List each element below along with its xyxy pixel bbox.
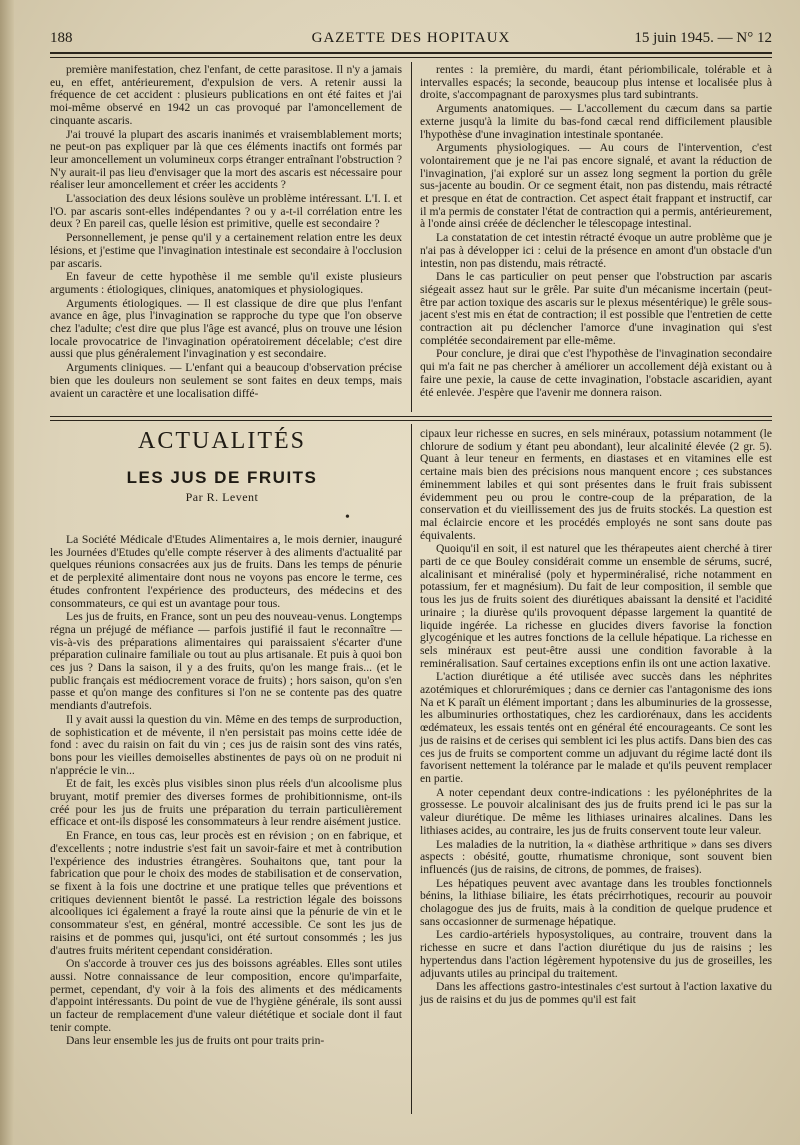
section-title: ACTUALITÉS <box>138 428 306 454</box>
paragraph: Les hépatiques peuvent avec avantage dans les troubles fonctionnels bénins, la lithiase biliaire, les états précirrhotiques, recourir au pouvoir cholagogue des jus de fruits, mais à la condition de quelque prudence et sans occasionner de surmenage hépatique. <box>420 876 772 928</box>
page-header <box>50 28 772 54</box>
paragraph: On s'accorde à trouver ces jus des boissons agréables. Elles sont utiles aussi. Notre connaissance de leur composition, encore qu'imparfaite, permet, cependant, d'y voir à la fois des aliments et des médicaments d'appoint intéressants. Du point de vue de l'hygiène générale, ils sont aussi un facteur de remplacement d'une valeur diététique et sociale dont il faut tenir compte. <box>50 957 402 1034</box>
paragraph: Et de fait, les excès plus visibles sinon plus réels d'un alcoolisme plus bruyant, motif premier des diverses formes de prohibitionnisme, ont-ils créé pour les jus de fruits une préparation du terrain particulièrement efficace et ont-ils disposé les consommateurs à leur rendre aisément justice. <box>50 777 402 829</box>
paragraph: La constatation de cet intestin rétracté évoque un autre problème que je n'ai pas à développer ici : celui de la présence en amont d'un obstacle d'un intestin, non pas distendu, mais rétracté. <box>420 231 772 270</box>
column-divider <box>411 424 412 1114</box>
header-rule <box>50 57 772 58</box>
section-heading <box>56 428 388 455</box>
article-heading <box>56 468 388 505</box>
paragraph: rentes : la première, du mardi, étant périombilicale, tolérable et à intervalles espacés; la seconde, beaucoup plus intense et localisée plus à droite, s'accompagnant de paroxysmes plus tard subintrants. <box>420 63 772 102</box>
article-title: LES JUS DE FRUITS <box>126 468 318 487</box>
paragraph: En faveur de cette hypothèse il me semble qu'il existe plusieurs arguments : étiologiques, cliniques, anatomiques et physiologiques. <box>50 270 402 296</box>
paragraph: Pour conclure, je dirai que c'est l'hypothèse de l'invagination secondaire qui m'a fait ne pas chercher à améliorer un accollement déjà existant ou à faire une pexie, la cause de cette invagination, l'obstacle ascaridien, ayant été enlevée. J'espère que l'avenir me donnera raison. <box>420 347 772 399</box>
paragraph: Dans les affections gastro-intestinales c'est surtout à l'action laxative du jus de raisins et du jus de pommes qu'il est fait <box>420 980 772 1006</box>
paragraph: première manifestation, chez l'enfant, de cette parasitose. Il n'y a jamais eu, en effet, antérieurement, d'expulsion de vers. A retenir aussi la fréquence de cet accident : plusieurs publications en ont été faites et j'ai moi-même observé en 1942 un cas provoqué par l'amoncellement de cinquante ascaris. <box>50 63 402 127</box>
top-left-column <box>50 64 402 400</box>
paragraph: En France, en tous cas, leur procès est en révision ; on en fabrique, et d'excellents ; notre industrie s'est fait un savoir-faire et met à contribution l'expérience des industries étrangères. Souhaitons que, tant pour la fabrication que pour le choix des modes de stabilisation et de conservation, se fixent à la fois une doctrine et une pratique telles que préventions et critiques deviennent bientôt le passé. La restriction légale des boissons alcooliques ici également a frayé la route ainsi que la pénurie de vin et le consommateur s'est, en général, montré accessible. Ce sont les jus de raisins et de pommes qui, jusqu'ici, ont été surtout consommés ; les jus d'autres fruits méritent cependant considération. <box>50 829 402 957</box>
paragraph: Les jus de fruits, en France, sont un peu des nouveau-venus. Longtemps régna un préjugé de méfiance — parfois justifié il faut le reconnaître — vis-à-vis des préparations alimentaires qui paraissaient s'écarter d'une préparation culinaire familiale ou tout au plus artisanale. Et puis à quoi bon ces jus ? Dans la saison, il y a des fruits, qu'on les mange frais... (et le public français est médiocrement vorace de fruits) ; hors saison, qu'on s'en passe et qu'on mange des confitures si l'on ne se contente pas des quatre mendiants d'autrefois. <box>50 610 402 713</box>
paragraph: Quoiqu'il en soit, il est naturel que les thérapeutes aient cherché à tirer parti de ce que Bouley considérait comme un ensemble de sérums, sucré, alcalinisant et minéralisé (poly et hyperminéralisé, riche notamment en potassium, fer et magnésium). Du fait de leur composition, il semble que tous les jus de fruits soient des diurétiques abaissant la densité et l'acidité urinaire ; la diurèse qu'ils provoquent dépasse largement la quantité de liquide ingérée. La richesse en glucides divers favorise la fonction glycogénique et les autres fonctions de la cellule hépatique. La richesse en sels minéraux est peut-être aussi une condition favorable à la reminéralisation. Sauf certaines exceptions enfin ils ont une action laxative. <box>420 542 772 670</box>
paragraph: J'ai trouvé la plupart des ascaris inanimés et vraisemblablement morts; ne peut-on pas expliquer par là que ces éléments inactifs ont formés par leur amoncellement un volumineux corps étranger entraînant l'obstruction ? N'y aurait-il pas lieu d'envisager que la mort des ascaris est nécessaire pour réaliser leur amoncellement et créer les accidents ? <box>50 127 402 192</box>
bottom-right-column <box>420 428 772 1007</box>
ornament-dot: • <box>345 510 350 525</box>
paragraph: Il y avait aussi la question du vin. Même en des temps de surproduction, de sophistication et de mévente, il n'en persistait pas moins cette idée de fond : avec du raisin on fait du vin ; ces jus de raisin sont des vins ratés, bons pour les vieilles demoiselles abstinentes de pays où on ne produit ni n'apprécie le vin... <box>50 712 402 777</box>
paragraph: Les cardio-artériels hyposystoliques, au contraire, trouvent dans la richesse en sucre et dans l'action diurétique du jus de raisins ; les hypertendus dans l'action légèrement hypotensive du jus de groseilles, les adjuvants utiles au principal du traitement. <box>420 928 772 980</box>
paragraph: Arguments anatomiques. — L'accollement du cæcum dans sa partie externe jusqu'à la limite du bas-fond cæcal rend difficilement plausible l'hypothèse d'une invagination intestinale spontanée. <box>420 102 772 141</box>
paragraph: Les maladies de la nutrition, la « diathèse arthritique » dans ses divers aspects : obésité, goutte, rhumatisme chronique, sont souvent bien influencés (jus de raisins, de citrons, de pommes, de fraises). <box>420 837 772 876</box>
paragraph: La Société Médicale d'Etudes Alimentaires a, le mois dernier, inauguré les Journées d'Etudes qu'elle compte réserver à des aliments d'actualité par quelques réunions consacrées aux jus de fruits. Dans les temps de pénurie et de perplexité alimentaire dont nous ne voyons pas encore le terme, ces études confrontent l'expérience des producteurs, des médecins et des consommateurs, ce qui est un avantage pour tous. <box>50 533 402 610</box>
page-number: 188 <box>50 30 73 46</box>
paragraph: Dans leur ensemble les jus de fruits ont pour traits prin- <box>66 1034 325 1048</box>
issue-date: 15 juin 1945. — N° 12 <box>634 30 772 46</box>
paragraph: Dans le cas particulier on peut penser que l'obstruction par ascaris siégeait assez haut sur le grêle. Par suite d'un mécanisme incertain (peut-être par action toxique des ascaris sur le plexus mésentérique) le grêle sous-jacent s'est mis en état de contraction; il est possible que l'entretien de cette contraction ait pu déclencher l'amorce d'une invagination qui s'est complétée secondairement par elle-même. <box>420 270 772 347</box>
section-rule-top <box>50 416 772 417</box>
paragraph: Arguments physiologiques. — Au cours de l'intervention, c'est volontairement que je ne l'ai pas encore signalé, et avant la réduction de l'invagination, j'ai exploré sur un assez long segment la portion du grêle sus-jacente au boudin. Or ce segment était, non pas distendu, mais rétracté et presque en état de contraction. Cet aspect était frappant et instructif, car il m'a permis de constater l'état de contraction qui a permis, antérieurement, à l'onde ainsi créée de déclencher le télescopage intestinal. <box>420 141 772 231</box>
paragraph: Personnellement, je pense qu'il y a certainement relation entre les deux lésions, et j'estime que l'invagination intestinale est secondaire à l'occlusion par ascaris. <box>50 231 402 270</box>
paragraph: L'association des deux lésions soulève un problème intéressant. L'I. I. et l'O. par ascaris sont-elles indépendantes ? ou y a-t-il corrélation entre les deux ? En pareil cas, quelle lésion est primitive, quelle est secondaire ? <box>50 192 402 231</box>
paragraph: A noter cependant deux contre-indications : les pyélonéphrites de la grossesse. Le pouvoir alcalinisant des jus de fruits prend ici le pas sur la valeur diurétique. De même les lithiases urinaires alcalines. Dans les lithiases acides, au contraire, les jus de fruits conservent toute leur valeur. <box>420 785 772 837</box>
top-right-column <box>420 64 772 399</box>
journal-title: GAZETTE DES HOPITAUX <box>311 30 511 46</box>
paragraph: L'action diurétique a été utilisée avec succès dans les néphrites azotémiques et chlorurémiques ; dans ce dernier cas l'antagonisme des ions Na et K paraît un élément important ; dans les albuminuries de la grossesse, les albuminuries orthostatiques, chez les cardiorénaux, dans les accidents œdémateux, les essais tentés ont en général été encourageants. Ce sont les jus de raisins et de cerises qui semblent ici les plus actifs. Dans bien des cas ces jus de fruits se comportent comme un adjuvant du régime lacté dont ils favorisent nettement la tolérance par le malade et qu'ils peuvent remplacer en partie. <box>420 670 772 785</box>
paragraph: cipaux leur richesse en sucres, en sels minéraux, potassium notamment (le chlorure de sodium y étant peu abondant), leur alcalinité élevée (2 gr. 5). Quant à leur teneur en ferments, en diastases et en vitamines elle est certaine mais bien des précisions nous manquent encore ; ces substances éminemment labiles et qui sont présentes dans le fruit frais subissent évidemment peu ou prou le contre-coup de la préparation, de la conservation et du vieillissement des jus de fruits stockés. La question est mal éclaircie encore et les procédés employés ne sont sans doute pas équivalents. <box>420 427 772 542</box>
paragraph: Arguments cliniques. — L'enfant qui a beaucoup d'observation précise bien que les douleurs non seulement se sont faites en deux temps, mais avaient un caractère et une localisation diffé- <box>50 361 402 400</box>
column-divider <box>411 62 412 412</box>
section-rule-bottom <box>50 420 772 421</box>
page-binding-edge <box>0 0 14 1145</box>
article-byline: Par R. Levent <box>185 490 259 504</box>
bottom-left-column <box>50 534 402 1048</box>
paragraph: Arguments étiologiques. — Il est classique de dire que plus l'enfant avance en âge, plus l'invagination se rapproche du type que l'on observe chez l'adulte; c'est dire que plus l'âge est avancé, plus on trouve une lésion locale provocatrice de l'invagination opératoirement décelable; c'est dire aussi que plus généralement l'invagination y est secondaire. <box>50 296 402 361</box>
